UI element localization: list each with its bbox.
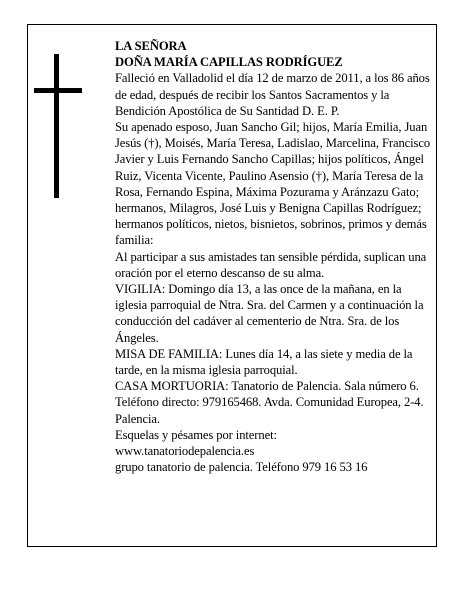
funeral-home-info: CASA MORTUORIA: Tanatorio de Palencia. Sala número 6. Teléfono directo: 979165468. Avda. Comunidad Europea, 2-4. Palencia. xyxy=(115,379,424,426)
heading-title: LA SEÑORA xyxy=(115,39,187,53)
website-link[interactable]: www.tanatoriodepalencia.es xyxy=(115,444,255,459)
family-list: Su apenado esposo, Juan Sancho Gil; hijos, María Emilia, Juan Jesús (†), Moisés, María Teresa, Ladislao, Marcelina, Francisco Javier y Luis Fernando Sancho Capillas; hijos políticos, Ángel Ruiz, Vicenta Vicente, Paulino Asensio (†), María Teresa de la Rosa, Fernando Espina, Máxima Pozurama y Aránzazu Gato; hermanos, Milagros, José Luis y Benigna Capillas Rodríguez; hermanos políticos, nietos, bisnietos, sobrinos, primos y demás familia: xyxy=(115,120,431,248)
online-condolences-label: Esquelas y pésames por internet: xyxy=(115,427,277,442)
prayer-request: Al participar a sus amistades tan sensible pérdida, suplican una oración por el eterno descanso de su alma. xyxy=(115,249,427,280)
cross-horizontal-bar xyxy=(34,88,82,93)
death-announcement: Falleció en Valladolid el día 12 de marzo de 2011, a los 86 años de edad, después de recibir los Santos Sacramentos y la Bendición Apostólica de Su Santidad D. E. P. xyxy=(115,71,430,118)
cross-icon xyxy=(34,54,82,198)
obituary-text xyxy=(115,38,433,475)
cross-vertical-bar xyxy=(54,54,59,198)
contact-phone: grupo tanatorio de palencia. Teléfono 979 16 53 16 xyxy=(115,460,368,475)
family-mass-info: MISA DE FAMILIA: Lunes día 14, a las siete y media de la tarde, en la misma iglesia parroquial. xyxy=(115,346,413,378)
vigil-info: VIGILIA: Domingo día 13, a las once de la mañana, en la iglesia parroquial de Ntra. Sra. del Carmen y a continuación la conducción del cadáver al cementerio de Ntra. Sra. de los Ángeles. xyxy=(115,282,424,345)
deceased-name: DOÑA MARÍA CAPILLAS RODRÍGUEZ xyxy=(115,55,343,70)
